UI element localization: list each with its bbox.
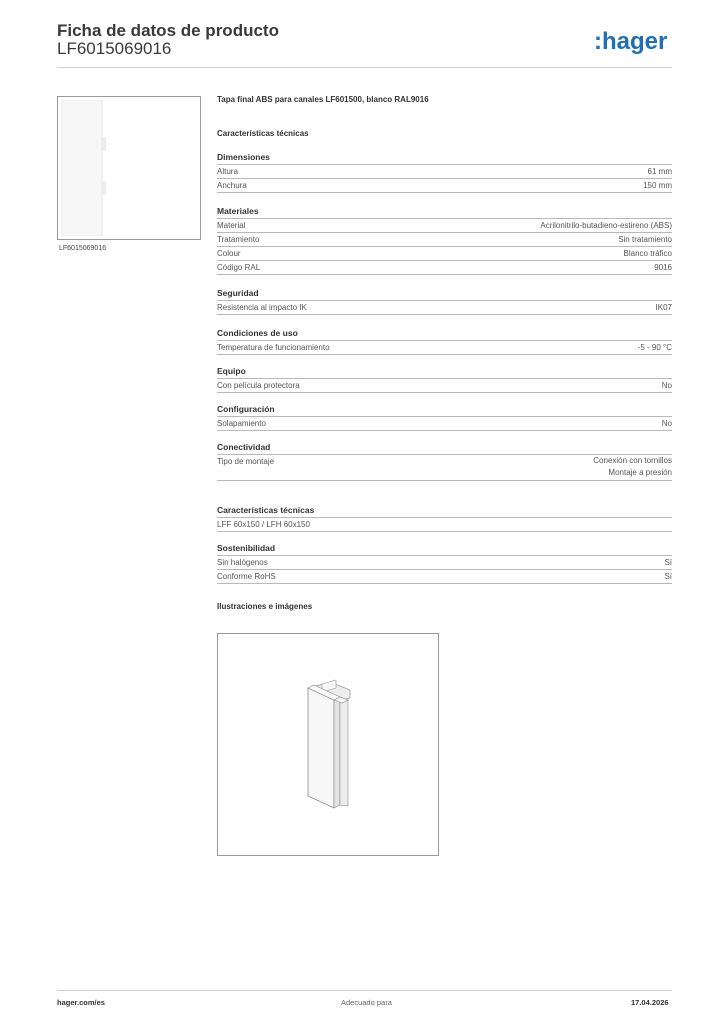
spec-value-line: Conexión con tornillos <box>593 456 672 465</box>
header-divider <box>57 67 672 68</box>
spec-row <box>217 518 672 532</box>
end-cap-front-image <box>58 97 200 239</box>
footer-middle-text: Adecuado para <box>341 998 392 1007</box>
spec-row <box>217 556 672 570</box>
spec-value: Sí <box>664 572 672 581</box>
spec-value: No <box>661 381 672 390</box>
spec-label: Conforme RoHS <box>217 572 276 581</box>
group-materiales: Materiales <box>217 206 672 219</box>
spec-row <box>217 233 672 247</box>
hager-logo-icon <box>594 27 674 57</box>
spec-row <box>217 165 672 179</box>
spec-row <box>217 379 672 393</box>
end-cap-isometric-image <box>218 634 438 855</box>
spec-value: IK07 <box>655 303 672 312</box>
spec-label: Material <box>217 221 246 230</box>
product-thumbnail <box>57 96 201 240</box>
spec-value: Sí <box>664 558 672 567</box>
spec-value: 61 mm <box>647 167 672 176</box>
group-conectividad: Conectividad <box>217 442 672 455</box>
spec-label: Colour <box>217 249 241 258</box>
spec-row <box>217 301 672 315</box>
group-caracteristicas: Características técnicas <box>217 505 672 518</box>
spec-value: 9016 <box>654 263 672 272</box>
illustrations-heading: Ilustraciones e imágenes <box>217 602 313 611</box>
spec-label: Sin halógenos <box>217 558 268 567</box>
spec-label: Tipo de montaje <box>217 457 275 466</box>
spec-row <box>217 179 672 193</box>
footer-site-link[interactable]: hager.com/es <box>57 998 105 1007</box>
spec-label: Con película protectora <box>217 381 300 390</box>
footer-date: 17.04.2026 <box>631 998 669 1007</box>
spec-row <box>217 570 672 584</box>
page-title: Ficha de datos de producto <box>57 21 279 40</box>
group-condiciones: Condiciones de uso <box>217 328 672 341</box>
illustration-frame <box>217 633 439 856</box>
spec-value <box>593 455 672 479</box>
spec-row <box>217 247 672 261</box>
spec-value: Acrilonitrilo-butadieno-estireno (ABS) <box>540 221 672 230</box>
group-equipo: Equipo <box>217 366 672 379</box>
product-description: Tapa final ABS para canales LF601500, blanco RAL9016 <box>217 95 429 104</box>
spec-value: Sin tratamiento <box>618 235 672 244</box>
footer-divider <box>57 990 672 991</box>
product-reference: LF6015069016 <box>57 39 172 58</box>
svg-text::hager: :hager <box>594 28 668 55</box>
spec-value: No <box>661 419 672 428</box>
group-seguridad: Seguridad <box>217 288 672 301</box>
spec-row <box>217 455 672 481</box>
spec-value-line: Montaje a presión <box>608 468 672 477</box>
spec-value: 150 mm <box>643 181 672 190</box>
spec-label: Tratamiento <box>217 235 260 244</box>
spec-row <box>217 417 672 431</box>
spec-value: -5 - 90 °C <box>637 343 672 352</box>
spec-row <box>217 219 672 233</box>
spec-label: Temperatura de funcionamiento <box>217 343 330 352</box>
tech-heading: Características técnicas <box>217 129 309 138</box>
group-configuracion: Configuración <box>217 404 672 417</box>
spec-label: Altura <box>217 167 238 176</box>
spec-content <box>217 95 672 611</box>
group-sostenibilidad: Sostenibilidad <box>217 543 672 556</box>
spec-label: LFF 60x150 / LFH 60x150 <box>217 520 310 529</box>
spec-row <box>217 341 672 355</box>
spec-label: Solapamiento <box>217 419 266 428</box>
spec-label: Resistencia al impacto IK <box>217 303 307 312</box>
spec-value: Blanco tráfico <box>623 249 672 258</box>
group-dimensiones: Dimensiones <box>217 152 672 165</box>
spec-label: Anchura <box>217 181 247 190</box>
thumbnail-caption: LF6015069016 <box>59 245 107 252</box>
spec-row <box>217 261 672 275</box>
spec-label: Código RAL <box>217 263 261 272</box>
